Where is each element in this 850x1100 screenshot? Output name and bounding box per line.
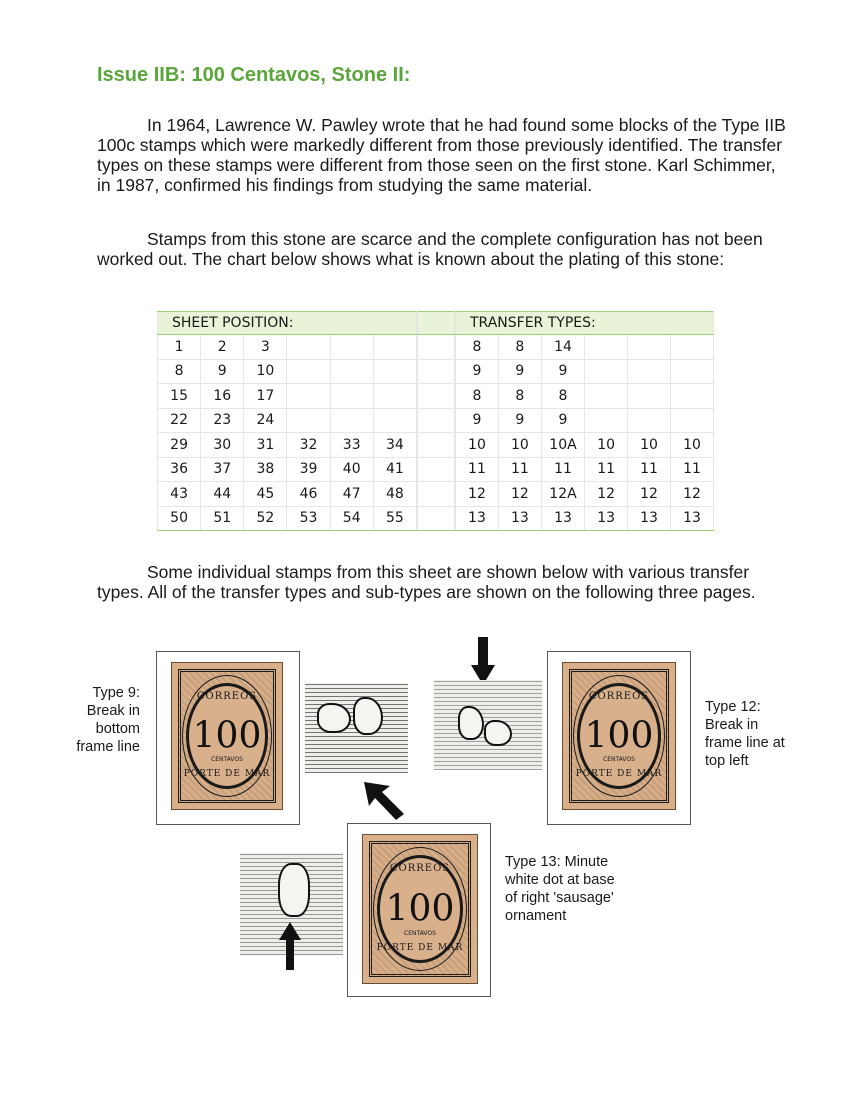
stamp-value: 100: [584, 715, 654, 757]
sheet-position-cell: 51: [201, 506, 244, 531]
transfer-type-cell: 13: [541, 506, 584, 531]
transfer-type-cell: 8: [498, 335, 541, 360]
transfer-types-header: TRANSFER TYPES:: [456, 312, 714, 335]
sheet-position-cell: 40: [330, 457, 373, 482]
transfer-type-cell: 9: [541, 408, 584, 433]
sheet-position-cell: [287, 359, 330, 384]
transfer-type-cell: [585, 335, 628, 360]
transfer-type-cell: 11: [498, 457, 541, 482]
transfer-type-cell: 8: [541, 384, 584, 409]
transfer-type-cell: 9: [541, 359, 584, 384]
stamp-image-frame-type-13: [347, 823, 491, 997]
transfer-type-cell: 8: [498, 384, 541, 409]
sheet-position-cell: [373, 335, 416, 360]
sheet-position-cell: 38: [244, 457, 287, 482]
detail-image-type-12: [434, 680, 542, 770]
transfer-type-cell: 9: [456, 359, 499, 384]
transfer-type-cell: 13: [628, 506, 671, 531]
page-title: Issue IIB: 100 Centavos, Stone II:: [97, 64, 411, 86]
caption-type-12: Type 12: Break in frame line at top left: [705, 699, 785, 769]
stamp-middle-text: CENTAVOS: [404, 930, 436, 937]
sheet-position-cell: 17: [244, 384, 287, 409]
transfer-type-cell: [671, 359, 714, 384]
transfer-type-cell: [585, 384, 628, 409]
sheet-position-cell: 24: [244, 408, 287, 433]
stamp-middle-text: CENTAVOS: [211, 756, 243, 763]
transfer-type-cell: 12A: [541, 482, 584, 507]
stamp-bottom-text: PORTE DE MAR: [183, 769, 271, 779]
detail-image-type-9: [305, 683, 408, 773]
transfer-type-cell: 9: [498, 408, 541, 433]
sheet-position-row: [158, 359, 417, 384]
transfer-type-row: [456, 408, 714, 433]
sheet-position-cell: 44: [201, 482, 244, 507]
sheet-position-cell: [373, 384, 416, 409]
stamp-value: 100: [385, 888, 455, 930]
stamps-text: Some individual stamps from this sheet are shown below with various transfer types. All of the transfer types and sub-types are shown on the following three pages.: [97, 562, 756, 602]
transfer-type-cell: 10: [498, 433, 541, 458]
transfer-type-row: [456, 457, 714, 482]
sheet-position-cell: 16: [201, 384, 244, 409]
plating-text: Stamps from this stone are scarce and the complete configuration has not been worked out. The chart below shows what is known about the plating of this stone:: [97, 229, 763, 269]
sheet-position-cell: [330, 408, 373, 433]
stamp-top-text: CORREOS: [588, 691, 650, 702]
transfer-type-cell: [628, 335, 671, 360]
sheet-position-cell: [330, 384, 373, 409]
transfer-type-cell: 8: [456, 335, 499, 360]
sheet-position-cell: [373, 408, 416, 433]
sheet-position-cell: 54: [330, 506, 373, 531]
transfer-type-row: [456, 335, 714, 360]
transfer-type-cell: [585, 359, 628, 384]
sheet-position-cell: [330, 335, 373, 360]
sheet-position-cell: 1: [158, 335, 201, 360]
sheet-position-cell: [287, 384, 330, 409]
sheet-position-cell: 47: [330, 482, 373, 507]
sheet-position-cell: 9: [201, 359, 244, 384]
sheet-position-cell: 37: [201, 457, 244, 482]
sheet-position-cell: 32: [287, 433, 330, 458]
transfer-type-row: [456, 506, 714, 531]
sheet-position-cell: 30: [201, 433, 244, 458]
transfer-type-cell: 11: [456, 457, 499, 482]
sheet-position-cell: 48: [373, 482, 416, 507]
plating-paragraph: [97, 229, 787, 269]
sheet-position-cell: [330, 359, 373, 384]
sheet-position-cell: 39: [287, 457, 330, 482]
sheet-position-cell: 53: [287, 506, 330, 531]
stamp-bottom-text: PORTE DE MAR: [376, 943, 464, 953]
stamp-middle-text: CENTAVOS: [603, 756, 635, 763]
transfer-type-cell: 12: [585, 482, 628, 507]
transfer-type-cell: 12: [671, 482, 714, 507]
sheet-position-row: [158, 408, 417, 433]
stamp-image-type-13: [362, 834, 478, 984]
transfer-type-cell: 13: [498, 506, 541, 531]
transfer-type-cell: 14: [541, 335, 584, 360]
sheet-position-cell: 2: [201, 335, 244, 360]
transfer-type-cell: 11: [628, 457, 671, 482]
stamps-paragraph: [97, 562, 787, 602]
sheet-position-cell: 3: [244, 335, 287, 360]
transfer-type-cell: [628, 408, 671, 433]
transfer-type-cell: 11: [585, 457, 628, 482]
sheet-position-row: [158, 482, 417, 507]
transfer-type-row: [456, 482, 714, 507]
sheet-position-row: [158, 335, 417, 360]
sheet-position-row: [158, 457, 417, 482]
transfer-type-cell: 13: [456, 506, 499, 531]
sheet-position-cell: [287, 408, 330, 433]
sheet-position-cell: 15: [158, 384, 201, 409]
sheet-position-cell: 33: [330, 433, 373, 458]
transfer-type-cell: 9: [498, 359, 541, 384]
transfer-type-cell: 13: [671, 506, 714, 531]
stamp-value: 100: [192, 715, 262, 757]
transfer-type-cell: 12: [498, 482, 541, 507]
sheet-position-header: SHEET POSITION:: [158, 312, 417, 335]
arrow-up-icon: [278, 920, 302, 972]
transfer-type-cell: [585, 408, 628, 433]
caption-type-13: Type 13: Minute white dot at base of right 'sausage' ornament: [505, 854, 615, 924]
transfer-type-row: [456, 433, 714, 458]
transfer-type-cell: [671, 408, 714, 433]
table-spacer: [417, 311, 455, 531]
sheet-position-cell: 43: [158, 482, 201, 507]
stamp-image-frame-type-12: [547, 651, 691, 825]
stamp-top-text: CORREOS: [196, 691, 258, 702]
sheet-position-cell: 10: [244, 359, 287, 384]
sheet-position-cell: 34: [373, 433, 416, 458]
transfer-type-cell: [628, 359, 671, 384]
sheet-position-cell: [373, 359, 416, 384]
sheet-position-cell: 52: [244, 506, 287, 531]
transfer-type-cell: 10: [671, 433, 714, 458]
stamp-image-type-9: [171, 662, 283, 810]
sheet-position-cell: 22: [158, 408, 201, 433]
stamp-bottom-text: PORTE DE MAR: [575, 769, 663, 779]
transfer-type-cell: 10: [585, 433, 628, 458]
transfer-type-cell: 12: [456, 482, 499, 507]
arrow-up-left-icon: [360, 778, 410, 822]
transfer-type-cell: [671, 335, 714, 360]
transfer-type-row: [456, 384, 714, 409]
sheet-position-cell: 41: [373, 457, 416, 482]
sheet-position-cell: [287, 335, 330, 360]
sheet-position-cell: 29: [158, 433, 201, 458]
transfer-type-cell: 9: [456, 408, 499, 433]
sheet-position-row: [158, 506, 417, 531]
sheet-position-cell: 8: [158, 359, 201, 384]
transfer-type-cell: 11: [671, 457, 714, 482]
stamp-image-frame-type-9: [156, 651, 300, 825]
transfer-type-cell: 8: [456, 384, 499, 409]
sheet-position-cell: 46: [287, 482, 330, 507]
transfer-type-cell: [671, 384, 714, 409]
intro-paragraph: [97, 115, 787, 195]
transfer-type-cell: 10: [628, 433, 671, 458]
stamp-top-text: CORREOS: [389, 863, 451, 874]
intro-text: In 1964, Lawrence W. Pawley wrote that he had found some blocks of the Type IIB 100c stamps which were markedly different from those previously identified. The transfer types on these stamps were different from those seen on the first stone. Karl Schimmer, in 1987, confirmed his findings from studying the same material.: [97, 115, 786, 195]
sheet-position-cell: 50: [158, 506, 201, 531]
transfer-type-cell: 13: [585, 506, 628, 531]
sheet-position-cell: 45: [244, 482, 287, 507]
transfer-type-row: [456, 359, 714, 384]
sheet-position-table: [157, 311, 417, 531]
sheet-position-cell: 55: [373, 506, 416, 531]
sheet-position-row: [158, 433, 417, 458]
transfer-types-table: [455, 311, 714, 531]
transfer-type-cell: 11: [541, 457, 584, 482]
caption-type-9: Type 9: Break in bottom frame line: [76, 685, 140, 755]
transfer-type-cell: [628, 384, 671, 409]
sheet-position-row: [158, 384, 417, 409]
transfer-type-cell: 12: [628, 482, 671, 507]
stamp-image-type-12: [562, 662, 676, 810]
transfer-type-cell: 10A: [541, 433, 584, 458]
sheet-position-cell: 31: [244, 433, 287, 458]
transfer-type-cell: 10: [456, 433, 499, 458]
sheet-position-cell: 23: [201, 408, 244, 433]
sheet-position-cell: 36: [158, 457, 201, 482]
